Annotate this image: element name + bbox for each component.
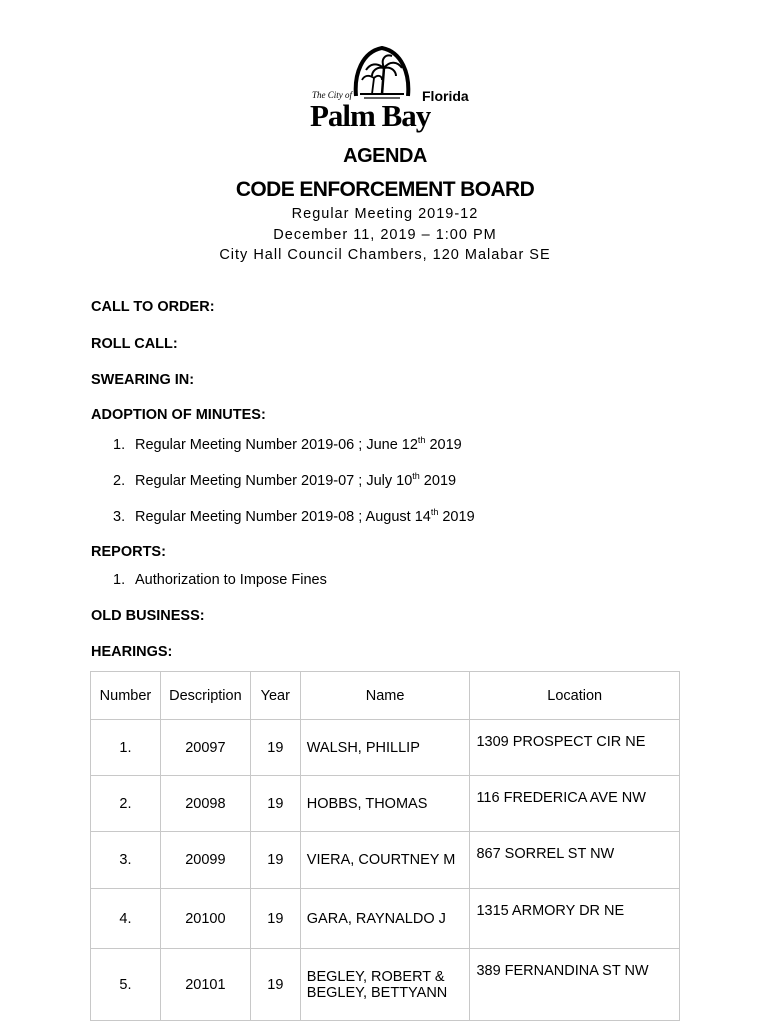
reports-heading: REPORTS: xyxy=(91,544,166,560)
reports-item: 1. Authorization to Impose Fines xyxy=(113,572,327,588)
table-row xyxy=(91,832,680,889)
hearings-heading: HEARINGS: xyxy=(91,644,173,660)
minutes-item: 2. Regular Meeting Number 2019-07 ; July 10th 2019 xyxy=(113,471,457,489)
cell-description: 20100 xyxy=(160,889,250,949)
minutes-item: 1. Regular Meeting Number 2019-06 ; June 12th 2019 xyxy=(113,435,462,453)
cell-year: 19 xyxy=(250,832,300,889)
logo-florida: Florida xyxy=(422,88,469,104)
cell-name: WALSH, PHILLIP xyxy=(300,720,470,776)
cell-number: 5. xyxy=(91,949,161,1021)
swearing-in-heading: SWEARING IN: xyxy=(91,372,195,388)
meeting-datetime: December 11, 2019 – 1:00 PM xyxy=(273,227,497,243)
col-name: Name xyxy=(300,672,470,720)
cell-name: GARA, RAYNALDO J xyxy=(300,889,470,949)
cell-description: 20101 xyxy=(160,949,250,1021)
cell-number: 4. xyxy=(91,889,161,949)
agenda-title: AGENDA xyxy=(343,145,427,167)
cell-location: 116 FREDERICA AVE NW xyxy=(470,776,680,832)
hearings-table xyxy=(90,671,680,1021)
board-title: CODE ENFORCEMENT BOARD xyxy=(235,178,535,201)
cell-number: 1. xyxy=(91,720,161,776)
city-logo xyxy=(306,44,469,136)
cell-number: 2. xyxy=(91,776,161,832)
cell-year: 19 xyxy=(250,949,300,1021)
logo-city-of: The City of xyxy=(312,90,352,100)
cell-location: 1309 PROSPECT CIR NE xyxy=(470,720,680,776)
cell-location: 867 SORREL ST NW xyxy=(470,832,680,889)
cell-year: 19 xyxy=(250,889,300,949)
cell-name: BEGLEY, ROBERT & BEGLEY, BETTYANN xyxy=(300,949,470,1021)
cell-description: 20097 xyxy=(160,720,250,776)
meeting-location: City Hall Council Chambers, 120 Malabar SE xyxy=(219,247,551,263)
minutes-item: 3. Regular Meeting Number 2019-08 ; August 14th 2019 xyxy=(113,507,475,525)
table-row xyxy=(91,949,680,1021)
cell-name: HOBBS, THOMAS xyxy=(300,776,470,832)
cell-name: VIERA, COURTNEY M xyxy=(300,832,470,889)
old-business-heading: OLD BUSINESS: xyxy=(91,608,205,624)
table-row xyxy=(91,889,680,949)
call-to-order-heading: CALL TO ORDER: xyxy=(91,299,215,315)
logo-palm-bay: Palm Bay xyxy=(310,98,431,133)
table-row xyxy=(91,720,680,776)
palm-tree-emblem xyxy=(346,44,418,102)
cell-description: 20099 xyxy=(160,832,250,889)
col-number: Number xyxy=(91,672,161,720)
col-description: Description xyxy=(160,672,250,720)
cell-description: 20098 xyxy=(160,776,250,832)
table-row xyxy=(91,776,680,832)
cell-number: 3. xyxy=(91,832,161,889)
cell-year: 19 xyxy=(250,720,300,776)
col-location: Location xyxy=(470,672,680,720)
cell-location: 1315 ARMORY DR NE xyxy=(470,889,680,949)
adoption-heading: ADOPTION OF MINUTES: xyxy=(91,407,266,423)
cell-location: 389 FERNANDINA ST NW xyxy=(470,949,680,1021)
meeting-number: Regular Meeting 2019-12 xyxy=(291,206,479,222)
col-year: Year xyxy=(250,672,300,720)
cell-year: 19 xyxy=(250,776,300,832)
table-header-row xyxy=(91,672,680,720)
roll-call-heading: ROLL CALL: xyxy=(91,336,178,352)
